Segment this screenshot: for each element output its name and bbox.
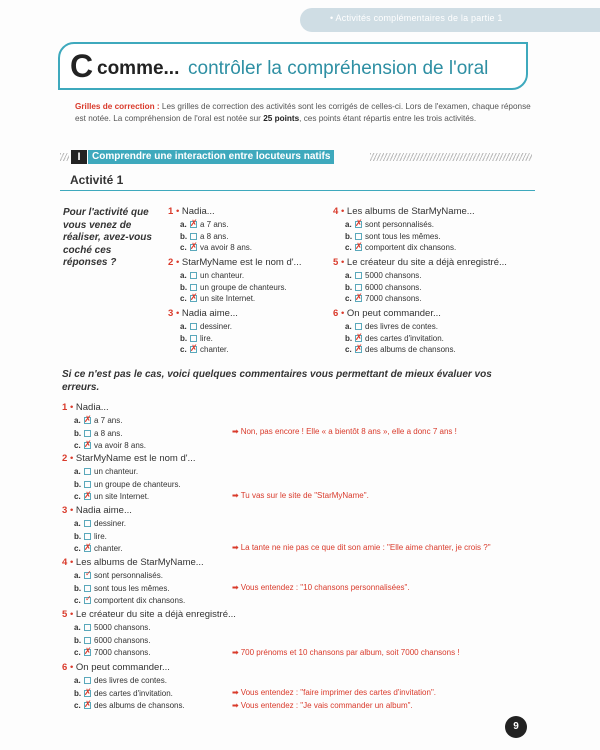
arrow-icon: ➡ bbox=[232, 648, 239, 657]
quiz-option bbox=[345, 220, 434, 229]
grilles-label: Grilles de correction : bbox=[75, 102, 160, 111]
correction-option bbox=[74, 416, 122, 425]
option-text: sont tous les mêmes. bbox=[94, 583, 170, 593]
quiz-option bbox=[180, 271, 244, 280]
option-text: chanter. bbox=[200, 345, 229, 354]
option-letter: c. bbox=[180, 243, 187, 252]
top-banner-text: • Activités complémentaires de la partie 1 bbox=[330, 13, 503, 23]
option-text: a 7 ans. bbox=[94, 416, 123, 425]
quiz-option bbox=[345, 271, 422, 280]
checkbox-icon bbox=[84, 442, 91, 449]
comment-1 bbox=[232, 427, 457, 436]
grilles-points: 25 points bbox=[263, 114, 300, 123]
checkbox-icon bbox=[84, 430, 91, 437]
correction-option bbox=[74, 571, 163, 580]
correction-option bbox=[74, 636, 151, 645]
correction-question-3 bbox=[62, 505, 132, 516]
comment-5 bbox=[232, 648, 460, 657]
checkbox-icon bbox=[190, 295, 197, 302]
question-text: On peut commander... bbox=[75, 662, 170, 673]
checkbox-icon bbox=[190, 335, 197, 342]
comment-6a-text: Vous entendez : "faire imprimer des cartes d'invitation". bbox=[240, 688, 437, 697]
option-letter: b. bbox=[345, 333, 353, 343]
correction-option bbox=[74, 701, 185, 710]
option-letter: b. bbox=[74, 688, 82, 698]
option-letter: a. bbox=[74, 676, 81, 685]
comment-3-text: La tante ne nie pas ce que dit son amie : "Elle aime chanter, je crois ?" bbox=[240, 543, 491, 552]
option-letter: b. bbox=[180, 231, 188, 241]
option-letter: c. bbox=[345, 294, 352, 303]
correction-option bbox=[74, 689, 173, 698]
option-letter: b. bbox=[345, 282, 353, 292]
option-text: sont tous les mêmes. bbox=[365, 231, 441, 241]
correction-option bbox=[74, 544, 122, 553]
option-text: des livres de contes. bbox=[365, 322, 438, 331]
question-number: 1 bbox=[62, 402, 68, 413]
comment-1-text: Non, pas encore ! Elle « a bientôt 8 ans », elle a donc 7 ans ! bbox=[240, 427, 457, 436]
option-text: lire. bbox=[94, 531, 107, 541]
option-text: a 7 ans. bbox=[200, 220, 229, 229]
bullet-icon: • bbox=[340, 206, 345, 217]
activite-heading: Activité 1 bbox=[70, 173, 124, 187]
checkbox-icon bbox=[355, 272, 362, 279]
checkbox-icon bbox=[84, 572, 91, 579]
option-text: un chanteur. bbox=[200, 271, 245, 280]
arrow-icon: ➡ bbox=[232, 701, 239, 710]
option-text: comportent dix chansons. bbox=[94, 596, 186, 605]
checkbox-icon bbox=[190, 323, 197, 330]
option-letter: c. bbox=[74, 441, 81, 450]
question-text: Le créateur du site a déjà enregistré... bbox=[75, 609, 236, 620]
comment-3 bbox=[232, 543, 491, 552]
quiz-option bbox=[180, 220, 228, 229]
section-hatch-left bbox=[60, 153, 69, 161]
bullet-icon: • bbox=[69, 557, 74, 568]
checkbox-icon bbox=[355, 346, 362, 353]
quiz-option bbox=[345, 345, 456, 354]
title-comme: comme... bbox=[97, 58, 180, 79]
correction-option bbox=[74, 429, 122, 438]
question-text: StarMyName est le nom d'... bbox=[181, 257, 302, 268]
comment-4-text: Vous entendez : "10 chansons personnalisées". bbox=[240, 583, 410, 592]
grilles-text-1: Les grilles de correction des activités sont les corrigés de celles-ci. Lors de l'examen, chaque réponse est notée. La compréhension de l'oral est notée sur bbox=[75, 102, 531, 123]
checkbox-icon bbox=[84, 468, 91, 475]
option-text: un groupe de chanteurs. bbox=[200, 282, 287, 292]
option-letter: c. bbox=[74, 492, 81, 501]
checkbox-icon bbox=[84, 493, 91, 500]
comment-2 bbox=[232, 491, 369, 500]
correction-option bbox=[74, 623, 151, 632]
question-number: 1 bbox=[168, 206, 174, 217]
correction-option bbox=[74, 532, 107, 541]
question-number: 2 bbox=[168, 257, 174, 268]
option-letter: c. bbox=[180, 345, 187, 354]
quiz-option bbox=[180, 283, 287, 292]
comment-6b-text: Vous entendez : "Je vais commander un album". bbox=[240, 701, 413, 710]
correction-option bbox=[74, 596, 185, 605]
correction-option bbox=[74, 492, 149, 501]
question-text: Nadia... bbox=[181, 206, 215, 217]
option-letter: a. bbox=[74, 416, 81, 425]
bullet-icon: • bbox=[69, 662, 74, 673]
quiz-question-2 bbox=[168, 257, 301, 268]
checkbox-icon bbox=[355, 233, 362, 240]
option-letter: b. bbox=[74, 428, 82, 438]
checkbox-icon bbox=[84, 649, 91, 656]
checkbox-icon bbox=[84, 520, 91, 527]
checkbox-icon bbox=[84, 624, 91, 631]
quiz-option bbox=[180, 232, 228, 241]
question-text: Nadia aime... bbox=[181, 308, 238, 319]
arrow-icon: ➡ bbox=[232, 491, 239, 500]
quiz-option bbox=[345, 283, 422, 292]
section-hatch-right bbox=[370, 153, 532, 161]
option-text: dessiner. bbox=[94, 519, 127, 528]
checkbox-icon bbox=[355, 335, 362, 342]
page-number: 9 bbox=[505, 716, 527, 738]
option-text: un site Internet. bbox=[94, 492, 150, 501]
quiz-question-1 bbox=[168, 206, 215, 217]
checkbox-icon bbox=[355, 323, 362, 330]
quiz-option bbox=[180, 294, 255, 303]
option-letter: c. bbox=[74, 701, 81, 710]
option-letter: a. bbox=[74, 571, 81, 580]
option-text: des albums de chansons. bbox=[94, 701, 185, 710]
option-letter: b. bbox=[74, 635, 82, 645]
quiz-option bbox=[180, 322, 232, 331]
checkbox-icon bbox=[355, 295, 362, 302]
option-letter: a. bbox=[74, 623, 81, 632]
option-text: sont personnalisés. bbox=[94, 571, 163, 580]
checkbox-icon bbox=[190, 244, 197, 251]
option-text: 5000 chansons. bbox=[365, 271, 422, 280]
correction-option bbox=[74, 467, 138, 476]
correction-question-2 bbox=[62, 453, 195, 464]
bullet-icon: • bbox=[175, 308, 180, 319]
correction-question-1 bbox=[62, 402, 109, 413]
arrow-icon: ➡ bbox=[232, 427, 239, 436]
option-letter: a. bbox=[180, 220, 187, 229]
option-letter: a. bbox=[345, 322, 352, 331]
option-text: 7000 chansons. bbox=[94, 648, 151, 657]
option-text: dessiner. bbox=[200, 322, 233, 331]
question-text: Nadia aime... bbox=[75, 505, 132, 516]
option-letter: a. bbox=[74, 467, 81, 476]
checkbox-icon bbox=[84, 677, 91, 684]
option-text: un groupe de chanteurs. bbox=[94, 479, 181, 489]
quiz-option bbox=[345, 322, 438, 331]
question-number: 4 bbox=[333, 206, 339, 217]
comment-5-text: 700 prénoms et 10 chansons par album, soit 7000 chansons ! bbox=[240, 648, 460, 657]
checkbox-icon bbox=[84, 597, 91, 604]
question-number: 3 bbox=[62, 505, 68, 516]
option-letter: a. bbox=[74, 519, 81, 528]
checkbox-icon bbox=[355, 221, 362, 228]
correction-option bbox=[74, 676, 167, 685]
comment-6a bbox=[232, 688, 436, 697]
correction-question-5 bbox=[62, 609, 236, 620]
option-letter: c. bbox=[74, 648, 81, 657]
quiz-option bbox=[345, 334, 444, 343]
correction-option bbox=[74, 441, 146, 450]
option-text: va avoir 8 ans. bbox=[200, 243, 253, 252]
option-text: sont personnalisés. bbox=[365, 220, 434, 229]
option-letter: c. bbox=[345, 345, 352, 354]
activite-rule bbox=[60, 190, 535, 191]
question-number: 6 bbox=[62, 662, 68, 673]
bullet-icon: • bbox=[175, 206, 180, 217]
option-letter: c. bbox=[180, 294, 187, 303]
checkbox-icon bbox=[84, 533, 91, 540]
question-number: 5 bbox=[62, 609, 68, 620]
option-letter: a. bbox=[345, 220, 352, 229]
question-text: Nadia... bbox=[75, 402, 109, 413]
quiz-question-3 bbox=[168, 308, 238, 319]
checkbox-icon bbox=[84, 637, 91, 644]
option-text: des cartes d'invitation. bbox=[365, 333, 444, 343]
correction-option bbox=[74, 648, 151, 657]
option-letter: a. bbox=[345, 271, 352, 280]
option-letter: c. bbox=[74, 544, 81, 553]
quiz-option bbox=[345, 294, 422, 303]
bullet-icon: • bbox=[69, 402, 74, 413]
grilles-paragraph bbox=[75, 101, 535, 125]
checkbox-icon bbox=[84, 481, 91, 488]
option-text: va avoir 8 ans. bbox=[94, 441, 147, 450]
question-text: Le créateur du site a déjà enregistré... bbox=[346, 257, 507, 268]
question-text: Les albums de StarMyName... bbox=[75, 557, 204, 568]
question-number: 4 bbox=[62, 557, 68, 568]
bullet-icon: • bbox=[175, 257, 180, 268]
quiz-option bbox=[180, 334, 213, 343]
checkbox-icon bbox=[190, 221, 197, 228]
comment-6b bbox=[232, 701, 413, 710]
question-text: StarMyName est le nom d'... bbox=[75, 453, 196, 464]
option-text: 5000 chansons. bbox=[94, 623, 151, 632]
comment-2-text: Tu vas sur le site de "StarMyName". bbox=[240, 491, 369, 500]
option-letter: b. bbox=[180, 282, 188, 292]
option-letter: b. bbox=[74, 531, 82, 541]
option-letter: b. bbox=[74, 479, 82, 489]
grilles-text-2: , ces points étant répartis entre les trois activités. bbox=[299, 114, 477, 123]
quiz-question-4 bbox=[333, 206, 475, 217]
question-text: Les albums de StarMyName... bbox=[346, 206, 475, 217]
checkbox-icon bbox=[190, 272, 197, 279]
option-letter: b. bbox=[74, 583, 82, 593]
question-side: Pour l'activité que vous venez de réaliser, avez-vous coché ces réponses ? bbox=[63, 207, 152, 268]
option-text: a 8 ans. bbox=[200, 231, 229, 241]
option-text: 6000 chansons. bbox=[94, 635, 151, 645]
correction-question-4 bbox=[62, 557, 204, 568]
quiz-option bbox=[345, 232, 441, 241]
correction-option bbox=[74, 519, 126, 528]
comment-4 bbox=[232, 583, 410, 592]
option-text: un site Internet. bbox=[200, 294, 256, 303]
option-text: 6000 chansons. bbox=[365, 282, 422, 292]
option-letter: c. bbox=[345, 243, 352, 252]
correction-option bbox=[74, 584, 170, 593]
option-text: des cartes d'invitation. bbox=[94, 688, 173, 698]
arrow-icon: ➡ bbox=[232, 688, 239, 697]
checkbox-icon bbox=[84, 417, 91, 424]
bullet-icon: • bbox=[340, 257, 345, 268]
question-number: 6 bbox=[333, 308, 339, 319]
checkbox-icon bbox=[190, 346, 197, 353]
correction-option bbox=[74, 480, 181, 489]
arrow-icon: ➡ bbox=[232, 543, 239, 552]
arrow-icon: ➡ bbox=[232, 583, 239, 592]
option-letter: b. bbox=[345, 231, 353, 241]
option-text: comportent dix chansons. bbox=[365, 243, 457, 252]
quiz-option bbox=[180, 345, 228, 354]
corrections-intro: Si ce n'est pas le cas, voici quelques commentaires vous permettant de mieux évaluer vos erreurs. bbox=[62, 369, 492, 393]
title-letter: C bbox=[70, 48, 94, 84]
quiz-option bbox=[180, 243, 252, 252]
option-text: lire. bbox=[200, 333, 213, 343]
option-letter: a. bbox=[180, 271, 187, 280]
bullet-icon: • bbox=[69, 505, 74, 516]
section-number: I bbox=[71, 150, 87, 164]
quiz-question-6 bbox=[333, 308, 441, 319]
bullet-icon: • bbox=[69, 609, 74, 620]
bullet-icon: • bbox=[340, 308, 345, 319]
question-number: 5 bbox=[333, 257, 339, 268]
checkbox-icon bbox=[84, 585, 91, 592]
option-text: des livres de contes. bbox=[94, 676, 167, 685]
title-rest: contrôler la compréhension de l'oral bbox=[188, 58, 489, 79]
bullet-icon: • bbox=[69, 453, 74, 464]
checkbox-icon bbox=[84, 702, 91, 709]
question-text: On peut commander... bbox=[346, 308, 441, 319]
correction-question-6 bbox=[62, 662, 170, 673]
option-text: un chanteur. bbox=[94, 467, 139, 476]
quiz-option bbox=[345, 243, 456, 252]
option-letter: b. bbox=[180, 333, 188, 343]
option-text: chanter. bbox=[94, 544, 123, 553]
checkbox-icon bbox=[84, 545, 91, 552]
option-letter: c. bbox=[74, 596, 81, 605]
section-title: Comprendre une interaction entre locuteurs natifs bbox=[88, 150, 334, 164]
option-letter: a. bbox=[180, 322, 187, 331]
checkbox-icon bbox=[190, 233, 197, 240]
option-text: des albums de chansons. bbox=[365, 345, 456, 354]
checkbox-icon bbox=[355, 284, 362, 291]
option-text: 7000 chansons. bbox=[365, 294, 422, 303]
checkbox-icon bbox=[355, 244, 362, 251]
quiz-question-5 bbox=[333, 257, 507, 268]
option-text: a 8 ans. bbox=[94, 428, 123, 438]
checkbox-icon bbox=[84, 690, 91, 697]
question-number: 2 bbox=[62, 453, 68, 464]
checkbox-icon bbox=[190, 284, 197, 291]
question-number: 3 bbox=[168, 308, 174, 319]
